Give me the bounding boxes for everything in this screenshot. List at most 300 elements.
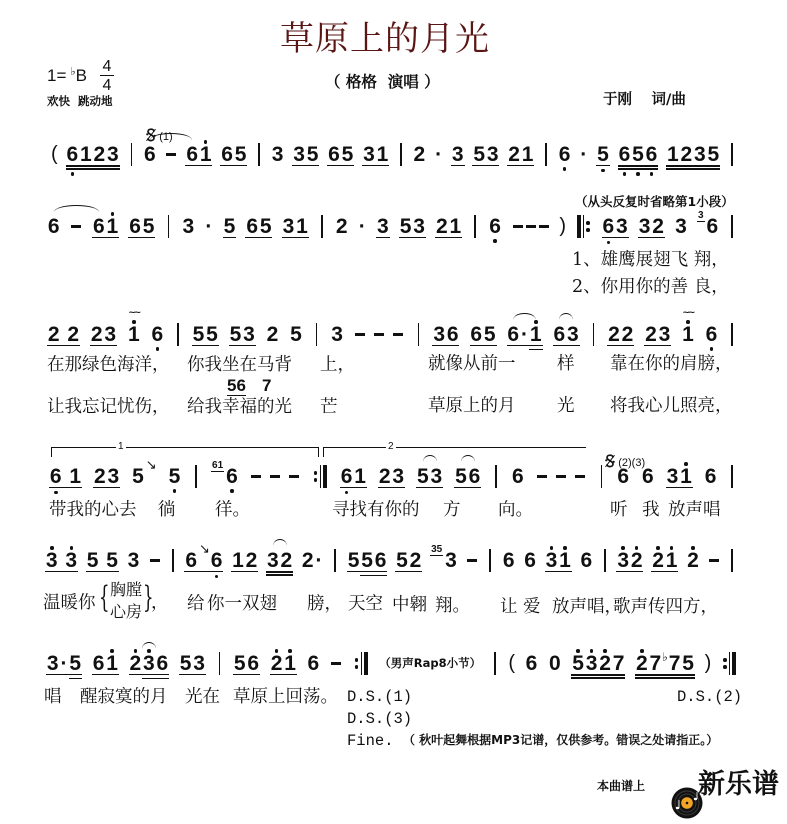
note: 2: [409, 549, 422, 572]
note: 2: [47, 323, 60, 346]
beamed-note-group: [454, 466, 481, 488]
sustain-dash: [251, 475, 261, 478]
dal-segno-3: D.S.(3): [347, 710, 413, 728]
sustain-dash: [331, 662, 341, 665]
note: 5: [168, 465, 181, 488]
note: 2: [621, 323, 634, 346]
note: 6: [186, 143, 199, 166]
note: 3: [282, 215, 295, 238]
note: 3: [433, 323, 446, 346]
beamed-note-group: [435, 216, 462, 238]
note: 6: [446, 323, 459, 346]
note-token: [708, 550, 721, 562]
time-denominator: 4: [102, 77, 112, 95]
beamed-note-group: [86, 550, 119, 572]
sustain-dash: [166, 153, 176, 156]
note: 3: [585, 652, 598, 675]
note: 1: [199, 143, 212, 166]
note: 3: [615, 215, 628, 238]
note: 5: [132, 465, 144, 488]
lyric-brace-close: }: [143, 580, 154, 615]
note-token: [488, 216, 502, 237]
alternate-notes-56: 56: [227, 376, 246, 395]
note: 6: [507, 323, 520, 346]
note: 2: [335, 215, 348, 238]
note: 7: [612, 652, 625, 675]
note: 5: [455, 465, 467, 488]
key-prefix: 1=: [47, 66, 67, 85]
sustain-dash: [71, 225, 81, 228]
note: 2: [67, 323, 80, 346]
repeat-end-barline: [355, 652, 368, 675]
note: 7: [649, 652, 662, 675]
note: 2: [436, 215, 448, 238]
transcriber-note: （ 秋叶起舞根据MP3记谱，仅供参考。错误之处请指正。）: [403, 733, 719, 747]
lyric-segment: 芒: [320, 397, 338, 417]
parenthesis: ): [559, 215, 567, 237]
barline: [172, 549, 174, 572]
note-token: [511, 216, 550, 228]
lyric-segment: 草原上的月: [428, 396, 516, 416]
lyric-segment: ，: [151, 593, 169, 613]
barline-stroke: [364, 652, 368, 675]
tempo-marking: 欢快 跳动地: [47, 94, 113, 108]
score-line-4: [49, 458, 736, 496]
spacer: [263, 466, 269, 467]
note: 3: [45, 549, 58, 572]
beamed-note-group: [69, 653, 83, 674]
note-token: [148, 550, 161, 562]
vinyl-record-logo-icon: [662, 769, 703, 824]
slur-arc: [54, 205, 99, 212]
note-token: [523, 550, 537, 571]
lyric-brace-open: {: [99, 580, 110, 615]
note: 1: [667, 143, 679, 166]
note: 5: [597, 143, 609, 166]
note: 6: [524, 549, 536, 572]
grace-notes: 61: [212, 460, 224, 471]
note: 3: [694, 143, 706, 166]
note-token: [434, 144, 443, 165]
note: 2: [599, 652, 611, 675]
note: 6: [247, 652, 260, 675]
lyric-segment: 温暖你: [43, 593, 96, 613]
beamed-note-group: [651, 550, 678, 572]
note: 2: [378, 465, 391, 488]
beamed-note-group: [376, 216, 390, 238]
note-token: [558, 144, 572, 165]
note: 1: [354, 465, 366, 488]
lyric-segment: 你一双翅: [207, 594, 277, 614]
note-token: [168, 466, 182, 487]
note: 6: [502, 549, 515, 572]
note: 2: [93, 143, 106, 166]
augmentation-dot: ·: [315, 549, 323, 572]
volta-bracket-2: [323, 447, 586, 457]
note: 6: [618, 143, 631, 166]
lyric-segment: 带我的心去: [49, 500, 137, 520]
note: 6: [129, 215, 141, 238]
note: 1: [232, 549, 244, 572]
note-token: [131, 458, 157, 488]
note-token: [358, 216, 367, 237]
note-token: [705, 324, 719, 345]
note: 6: [340, 465, 353, 488]
note: 3: [392, 465, 405, 488]
fine-mark: Fine.: [347, 732, 394, 750]
note-token: [511, 466, 525, 487]
beamed-note-group: [46, 653, 82, 675]
note: 5: [417, 465, 429, 488]
note-token: [151, 324, 165, 345]
note: 5: [223, 215, 236, 238]
note: 3: [271, 143, 284, 166]
beamed-note-group: [192, 324, 219, 346]
note: 6: [49, 465, 62, 488]
barline: [494, 652, 496, 675]
barline: [604, 549, 606, 572]
beamed-note-group: [220, 144, 247, 166]
beamed-note-group: [666, 144, 720, 170]
note: 3: [363, 143, 375, 166]
beamed-note-group: [128, 216, 155, 238]
note-token: [271, 144, 285, 165]
note: 6: [553, 323, 566, 346]
segno-label: (1): [159, 130, 173, 143]
note-token: [548, 653, 562, 674]
lyric-segment: 你我坐在马背: [187, 355, 292, 375]
beamed-note-group: [635, 650, 695, 679]
note: 6: [706, 215, 719, 238]
barline: [731, 143, 733, 166]
lyric-verse-1-intro: 1、雄鹰展翅飞 翔，: [572, 250, 729, 270]
note: 6: [92, 652, 105, 675]
note: 5: [483, 323, 496, 346]
note-token: [641, 466, 655, 487]
note: 3: [566, 323, 579, 346]
spacer: [367, 324, 373, 325]
note: 5: [682, 652, 694, 675]
note-token: [697, 210, 719, 238]
sustain-dash: [270, 475, 280, 478]
lyric-segment: 光在: [185, 687, 220, 707]
note: 5: [306, 143, 319, 166]
note-token: [507, 324, 530, 345]
beamed-note-group: [507, 324, 543, 346]
note: 6: [489, 215, 501, 238]
lyric-segment: 听: [610, 500, 628, 520]
beamed-note-group: [47, 324, 80, 346]
barline: [195, 465, 197, 488]
barline-stroke: [583, 215, 584, 238]
note-token: [354, 324, 405, 336]
note: 3: [445, 549, 457, 572]
spacer: [282, 466, 288, 467]
beamed-note-group: [638, 216, 665, 238]
augmentation-dot: ·: [205, 215, 213, 238]
tremolo-mark: ~~: [128, 308, 140, 318]
score-line-5: [45, 542, 736, 580]
note: 3: [267, 549, 279, 572]
note: 1: [284, 652, 296, 675]
note: 5: [69, 652, 82, 675]
note-token: [127, 550, 141, 571]
note: 5: [347, 549, 360, 572]
note: 2: [680, 143, 693, 166]
beamed-note-group: [472, 144, 499, 166]
note: 3: [243, 323, 255, 346]
note: 1: [376, 143, 389, 166]
repeat-dots: [723, 652, 727, 675]
note: 5: [192, 323, 205, 346]
note-token: [330, 324, 344, 345]
beamed-note-group: [49, 466, 82, 488]
barline-stroke: [320, 465, 321, 488]
augmentation-dot: ·: [60, 652, 68, 675]
lyric-segment: 徜: [158, 500, 176, 520]
lyric-segment: 给: [187, 594, 205, 614]
grace-notes: 35: [431, 544, 443, 555]
note: 1: [559, 549, 571, 572]
note: 6: [580, 549, 593, 572]
note: 6: [470, 323, 483, 346]
note-token: [413, 144, 427, 165]
note: 3: [142, 652, 155, 675]
barline: [601, 465, 603, 488]
beamed-note-group: [90, 324, 117, 346]
beamed-note-group: [45, 550, 78, 572]
beamed-note-group: [292, 144, 319, 166]
note: 3: [193, 652, 205, 675]
score-line-1: [51, 144, 736, 174]
note: 3: [413, 215, 425, 238]
score-line-2: [47, 210, 736, 246]
beamed-note-group: [327, 144, 354, 166]
sustain-dash: [289, 475, 299, 478]
note-token: [165, 144, 178, 156]
lyric-segment: 徉。: [215, 500, 250, 520]
time-signature-divider: [100, 75, 114, 76]
lyric-segment: 就像从前一: [428, 354, 516, 374]
lyric-alternative-2: 心房: [110, 602, 143, 621]
segno-label: (2)(3): [618, 456, 646, 469]
barline-stroke: [577, 215, 581, 238]
barline: [489, 549, 491, 572]
note: 2: [413, 143, 426, 166]
lyric-segment: 中翱: [392, 595, 427, 615]
note: 1: [529, 323, 542, 346]
barline: [168, 215, 170, 238]
note-token: [47, 216, 61, 237]
sustain-dash: [513, 225, 523, 228]
note: 5: [632, 143, 644, 166]
note: 1: [106, 215, 119, 238]
note-token: [70, 216, 83, 228]
note: 5: [707, 143, 720, 166]
lyric-segment: 爱: [523, 597, 541, 617]
key-signature: [47, 66, 87, 86]
lyric-alternative-1: 胸膛: [110, 580, 143, 599]
beamed-note-group: [245, 216, 272, 238]
note-token: [347, 550, 361, 571]
note: 2: [645, 323, 657, 346]
note: 6: [185, 549, 198, 572]
score-line-3: [47, 308, 736, 354]
lyric-segment: 草原上回荡。: [233, 687, 338, 707]
note: 2: [636, 652, 648, 675]
beamed-note-group: [142, 653, 169, 674]
beamed-note-group: [432, 324, 459, 346]
note: 3: [127, 549, 140, 572]
barline-stroke: [732, 652, 736, 675]
note-token: [211, 460, 239, 488]
sustain-dash: [556, 475, 566, 478]
barline: [495, 465, 497, 488]
lyric-segment: 寻找有你的: [332, 500, 420, 520]
lyric-segment: 翔。: [435, 596, 470, 616]
repeat-dots: [355, 652, 359, 675]
note: 6: [374, 549, 387, 572]
note: 5: [86, 549, 99, 572]
note: 5: [473, 143, 486, 166]
note: 2: [270, 652, 283, 675]
barline: [177, 323, 179, 346]
singer-credit: （ 格格 演唱 ）: [325, 73, 440, 91]
lyric-segment: 靠在你的肩膀，: [610, 354, 733, 374]
note: 6: [617, 465, 630, 488]
beamed-note-group: [184, 542, 223, 572]
barline: [400, 143, 402, 166]
lyric-segment: 让: [500, 597, 518, 617]
barline: [258, 143, 260, 166]
note-token: [686, 550, 700, 571]
augmentation-dot: ·: [521, 323, 529, 346]
beamed-note-group: [618, 144, 659, 170]
beamed-note-group: [399, 216, 426, 238]
sustain-dash: [374, 333, 384, 336]
lyric-segment: 醒寂寞的月: [80, 687, 168, 707]
song-title: 草原上的月光: [280, 19, 490, 59]
note: 6: [645, 143, 658, 166]
note: 5: [399, 215, 412, 238]
volta-label-1: 1: [118, 441, 124, 452]
augmentation-dot: ·: [435, 143, 443, 166]
beamed-note-group: [129, 653, 170, 675]
beamed-note-group: [607, 324, 634, 346]
barline: [545, 143, 547, 166]
slur-arc: [513, 313, 536, 320]
beamed-note-group: [282, 216, 309, 238]
note: 5: [361, 549, 373, 572]
slide-arrow-icon: ↘: [198, 542, 210, 557]
lyric-segment: 让我忘记忧伤，: [47, 397, 170, 417]
note: 2: [508, 143, 520, 166]
note: 1: [521, 143, 534, 166]
lyric-segment: 我: [642, 500, 660, 520]
sustain-dash: [467, 559, 477, 562]
note: 1: [80, 143, 92, 166]
note: 3: [182, 215, 195, 238]
beamed-note-group: [529, 324, 543, 345]
note-token: [536, 466, 587, 478]
note: 6: [307, 652, 320, 675]
barline: [593, 323, 595, 346]
note: 6: [226, 465, 238, 488]
lyric-segment: 在那绿色海洋，: [47, 355, 170, 375]
dal-segno-1: D.S.(1): [347, 688, 413, 706]
note: 5: [229, 323, 242, 346]
beamed-note-group: [602, 216, 629, 238]
note: 6: [328, 143, 340, 166]
lyric-segment: 放声唱: [668, 500, 721, 520]
beamed-note-group: [229, 324, 256, 346]
spacer: [568, 466, 574, 467]
beamed-note-group: [644, 324, 671, 346]
beamed-note-group: [185, 144, 212, 166]
brand-logo-text: 新乐谱: [698, 769, 779, 800]
grace-notes: 3: [697, 210, 704, 221]
spacer: [549, 466, 555, 467]
note: 5: [396, 549, 408, 572]
volta-bracket-1: [51, 447, 319, 457]
note-token: [681, 308, 695, 346]
beamed-note-group: [92, 216, 119, 238]
beamed-note-group: [596, 144, 610, 166]
note: 2: [652, 549, 664, 572]
note: 6: [558, 143, 571, 166]
barline-stroke: [729, 652, 730, 675]
lyric-segment: 光: [557, 396, 575, 416]
note: 5: [233, 652, 246, 675]
repeat-end-barline: [723, 652, 736, 675]
barline: [731, 323, 733, 346]
note: 1: [680, 465, 692, 488]
repeat-dots: [586, 215, 590, 238]
note-token: [204, 216, 213, 237]
note: 3: [107, 465, 120, 488]
note: 3: [617, 549, 629, 572]
barline: [731, 215, 733, 238]
note-token: [129, 653, 143, 674]
performance-note: （男声Rap8小节）: [379, 656, 482, 670]
note: 5: [106, 549, 118, 572]
note-token: [250, 466, 301, 478]
note: 5: [572, 652, 584, 675]
note-token: [674, 216, 688, 237]
time-numerator: 4: [102, 58, 112, 75]
tremolo-mark: ~~: [682, 308, 694, 318]
lyric-segment: 唱: [44, 687, 62, 707]
beamed-note-group: [179, 653, 206, 675]
note: 1: [296, 215, 308, 238]
dal-segno-2: D.S.(2): [677, 688, 743, 706]
slide-arrow-icon: ↘: [145, 458, 157, 473]
slur-arc: [150, 133, 192, 140]
barline: [131, 143, 133, 166]
note-token: [525, 653, 539, 674]
lyric-segment: 方: [443, 500, 461, 520]
beamed-note-group: [395, 550, 422, 572]
beamed-note-group: [553, 324, 580, 346]
note-token: [127, 308, 141, 346]
flat-icon: ♭: [70, 65, 76, 78]
note: 6: [705, 323, 718, 346]
beamed-note-group: [545, 550, 572, 572]
note: 5: [179, 652, 192, 675]
sustain-dash: [150, 559, 160, 562]
note: 6: [525, 652, 538, 675]
note-token: [143, 144, 157, 165]
